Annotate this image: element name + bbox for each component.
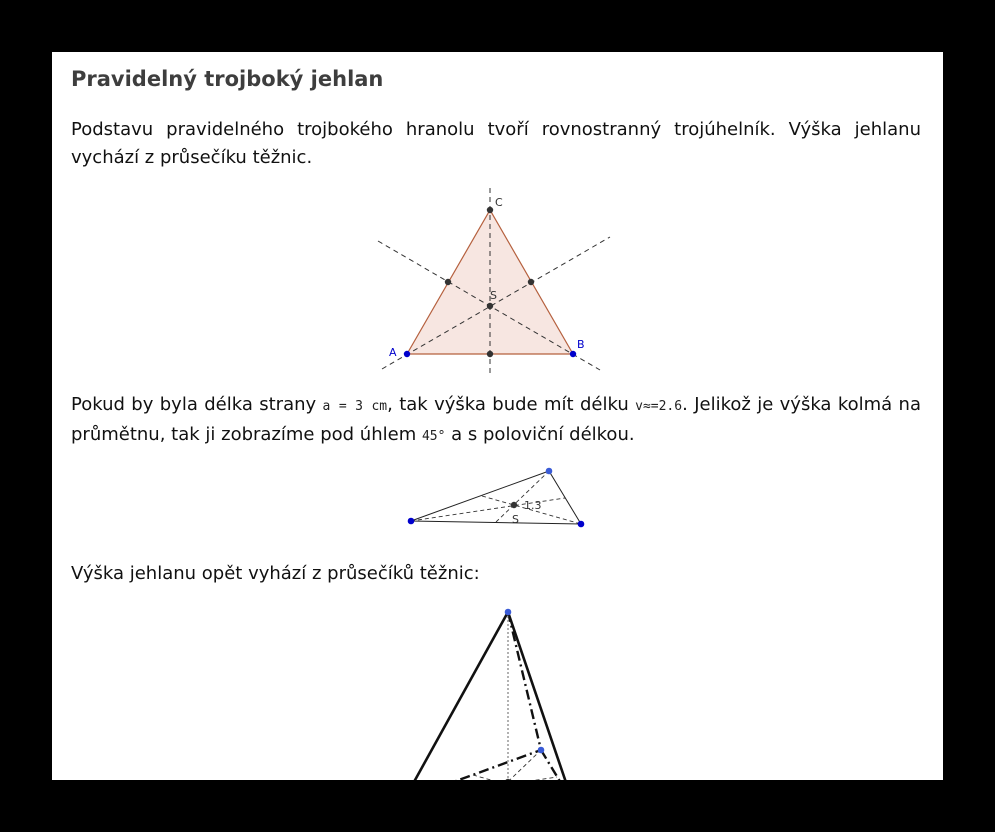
text-part: . Jelikož je výška kolmá na průmětnu, tak ji zobrazíme pod úhlem: [71, 394, 921, 445]
label-b: B: [577, 338, 585, 351]
side-length-value: a = 3 cm: [322, 399, 388, 414]
intro-paragraph: Podstavu pravidelného trojbokého hranolu tvoří rovnostranný trojúhelník. Výška jehlanu vychází z průsečíku těžnic.: [71, 119, 921, 168]
text-part: a s poloviční délkou.: [445, 424, 635, 445]
text-part: , tak výška bude mít délku: [387, 394, 636, 415]
label-a: A: [389, 346, 397, 359]
label-c: C: [495, 196, 503, 209]
vertex-a: [404, 351, 410, 357]
projected-triangle: [411, 471, 581, 524]
median-line: [488, 750, 541, 780]
pyramid-paragraph: Výška jehlanu opět vyhází z průsečíků těžnic:: [71, 563, 480, 584]
height-label: 1.3: [524, 499, 542, 512]
height-value: v≈=2.6: [635, 399, 683, 414]
base-projection-figure: [402, 464, 592, 534]
median-line: [496, 471, 549, 522]
text-part: Pokud by byla délka strany: [71, 394, 323, 415]
vertex-b: [578, 521, 585, 528]
document-page: [52, 52, 943, 780]
midpoint-ab: [487, 351, 493, 357]
label-s: S: [512, 513, 519, 526]
page-title: Pravidelný trojboký jehlan: [71, 67, 384, 91]
midpoint-bc: [528, 279, 534, 285]
edge-right: [508, 612, 573, 780]
vertex-a: [408, 518, 415, 525]
median-line: [473, 775, 573, 780]
median-line: [411, 498, 565, 521]
centroid-point: [487, 303, 493, 309]
centroid-point: [511, 502, 517, 508]
triangle-medians-figure: [370, 184, 630, 379]
vertex-c: [546, 468, 553, 475]
hidden-edge-apex: [508, 612, 541, 750]
height-paragraph: [71, 391, 921, 451]
vertex-b: [570, 351, 576, 357]
label-s: S: [490, 289, 497, 302]
vertex-c: [487, 207, 493, 213]
vertex-c: [538, 747, 545, 754]
apex-point: [505, 609, 512, 616]
pyramid-figure: [396, 607, 596, 780]
midpoint-ac: [445, 279, 451, 285]
angle-value: 45°: [421, 429, 446, 444]
edge-left: [404, 612, 508, 780]
